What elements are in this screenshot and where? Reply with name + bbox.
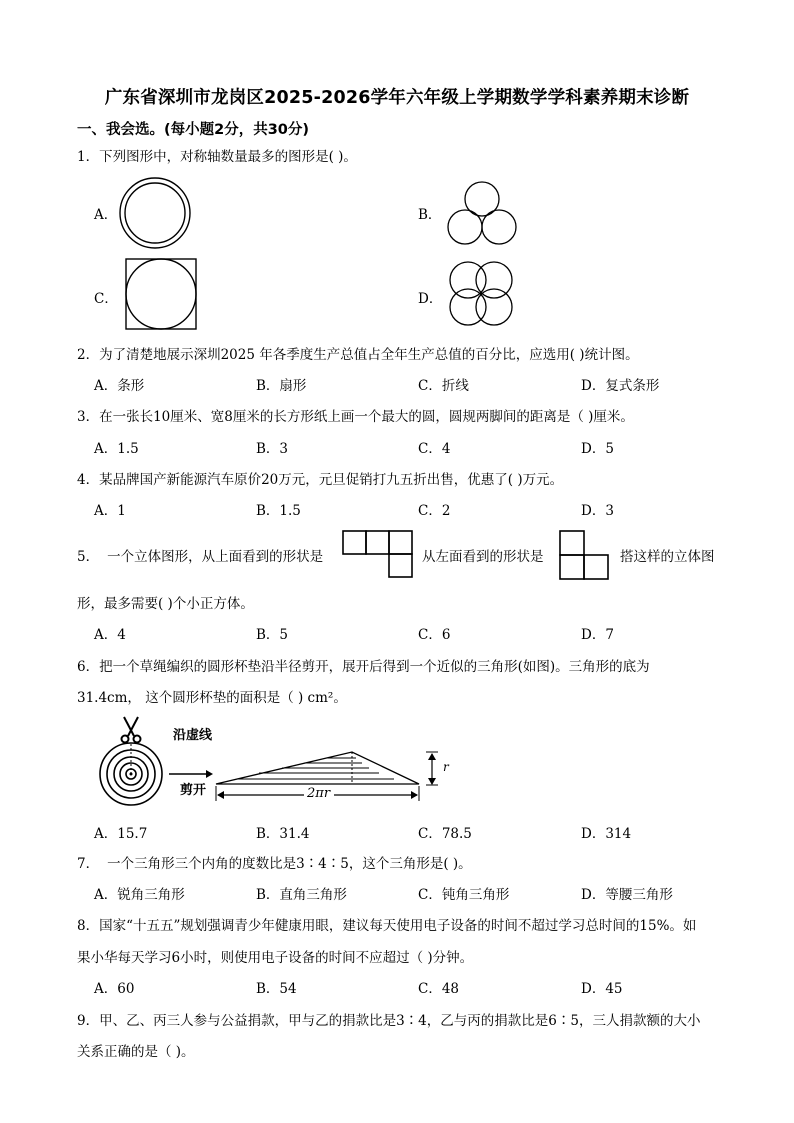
question-number: 4．	[77, 472, 100, 488]
option-b[interactable]: B．直角三角形	[256, 887, 347, 903]
question-text: 一个三角形三个内角的度数比是3∶4∶5，这个三角形是( )。	[107, 856, 472, 872]
question-number: 8．	[77, 918, 100, 934]
figure-label-cut2: 剪开	[180, 783, 207, 798]
option-c[interactable]: C．2	[418, 503, 451, 519]
question-6	[77, 655, 650, 675]
question-number: 2．	[77, 347, 100, 363]
question-5	[77, 545, 323, 565]
section-heading: 一、我会选。(每小题2分，共30分)	[77, 122, 310, 138]
option-c[interactable]: C．6	[418, 627, 451, 643]
option-a[interactable]: A．60	[94, 981, 135, 997]
option-c[interactable]: C．折线	[418, 378, 469, 394]
option-a[interactable]: A．锐角三角形	[94, 887, 185, 903]
option-d[interactable]: D．45	[581, 981, 623, 997]
figure-label-cut: 沿虚线	[173, 728, 213, 743]
option-d[interactable]: D．复式条形	[581, 378, 660, 394]
option-c[interactable]: C．钝角三角形	[418, 887, 510, 903]
question-text: 某品牌国产新能源汽车原价20万元，元旦促销打九五折出售，优惠了( )万元。	[99, 472, 564, 488]
page-title: 广东省深圳市龙岗区2025-2026学年六年级上学期数学学科素养期末诊断	[104, 88, 690, 108]
question-text: 甲、乙、丙三人参与公益捐款，甲与乙的捐款比是3∶4，乙与丙的捐款比是6∶5，三人捐款额的大小	[99, 1013, 701, 1029]
question-text: 为了清楚地展示深圳2025 年各季度生产总值占全年生产总值的百分比，应选用( )统计图。	[99, 347, 639, 363]
question-number: 3．	[77, 409, 100, 425]
figure-square-circle	[125, 258, 200, 333]
question-5-text-c: 搭这样的立体图	[620, 549, 715, 565]
option-c[interactable]: C．	[94, 291, 118, 307]
option-d[interactable]: D．等腰三角形	[581, 887, 673, 903]
question-text: 一个立体图形，从上面看到的形状是	[107, 549, 324, 565]
question-number: 1．	[77, 149, 100, 165]
option-b[interactable]: B．1.5	[256, 503, 301, 519]
figure-three-circles	[444, 181, 524, 251]
question-text: 把一个草绳编织的圆形杯垫沿半径剪开，展开后得到一个近似的三角形(如图)。三角形的底为	[99, 659, 650, 675]
question-5-text-b: 从左面看到的形状是	[422, 549, 544, 565]
option-d[interactable]: D．	[418, 291, 443, 307]
option-d[interactable]: D．7	[581, 627, 614, 643]
question-8-text-b: 果小华每天学习6小时，则使用电子设备的时间不应超过（ )分钟。	[77, 950, 474, 966]
figure-label-height: r	[443, 760, 449, 774]
question-6-text-b: 31.4cm， 这个圆形杯垫的面积是（ ) cm²。	[77, 690, 347, 706]
question-8	[77, 914, 696, 934]
figure-double-circle	[118, 176, 198, 256]
option-b[interactable]: B．5	[256, 627, 289, 643]
question-3	[77, 405, 634, 425]
figure-coaster	[94, 712, 454, 807]
figure-top-view	[342, 530, 416, 578]
question-number: 5．	[77, 549, 100, 565]
question-number: 9．	[77, 1013, 100, 1029]
option-c[interactable]: C．48	[418, 981, 460, 997]
figure-label-base: 2πr	[307, 786, 331, 801]
question-text: 下列图形中，对称轴数量最多的图形是( )。	[99, 149, 357, 165]
option-d[interactable]: D．5	[581, 441, 614, 457]
figure-four-circles	[444, 260, 524, 332]
question-7	[77, 852, 472, 872]
option-a[interactable]: A．15.7	[94, 826, 148, 842]
question-number: 7．	[77, 856, 100, 872]
question-5-text-d: 形，最多需要( )个小正方体。	[77, 596, 254, 612]
option-b[interactable]: B．扇形	[256, 378, 307, 394]
option-a[interactable]: A．1.5	[94, 441, 139, 457]
option-a[interactable]: A．1	[94, 503, 126, 519]
option-c[interactable]: C．78.5	[418, 826, 472, 842]
option-a[interactable]: A．条形	[94, 378, 145, 394]
question-1	[77, 145, 357, 165]
option-b[interactable]: B．3	[256, 441, 289, 457]
scissors-icon	[122, 717, 141, 743]
option-b[interactable]: B．54	[256, 981, 297, 997]
option-d[interactable]: D．314	[581, 826, 632, 842]
figure-left-view	[559, 530, 611, 580]
question-text: 国家“十五五”规划强调青少年健康用眼，建议每天使用电子设备的时间不超过学习总时间的15%。如	[99, 918, 697, 934]
option-a[interactable]: A．4	[94, 627, 126, 643]
question-number: 6．	[77, 659, 100, 675]
question-4	[77, 468, 563, 488]
option-c[interactable]: C．4	[418, 441, 451, 457]
option-a[interactable]: A．	[94, 207, 118, 223]
option-d[interactable]: D．3	[581, 503, 614, 519]
question-9	[77, 1009, 700, 1029]
question-2	[77, 343, 639, 363]
question-9-text-b: 关系正确的是（ )。	[77, 1044, 195, 1060]
option-b[interactable]: B．	[418, 207, 442, 223]
option-b[interactable]: B．31.4	[256, 826, 310, 842]
question-text: 在一张长10厘米、宽8厘米的长方形纸上画一个最大的圆，圆规两脚间的距离是（ )厘米。	[99, 409, 634, 425]
